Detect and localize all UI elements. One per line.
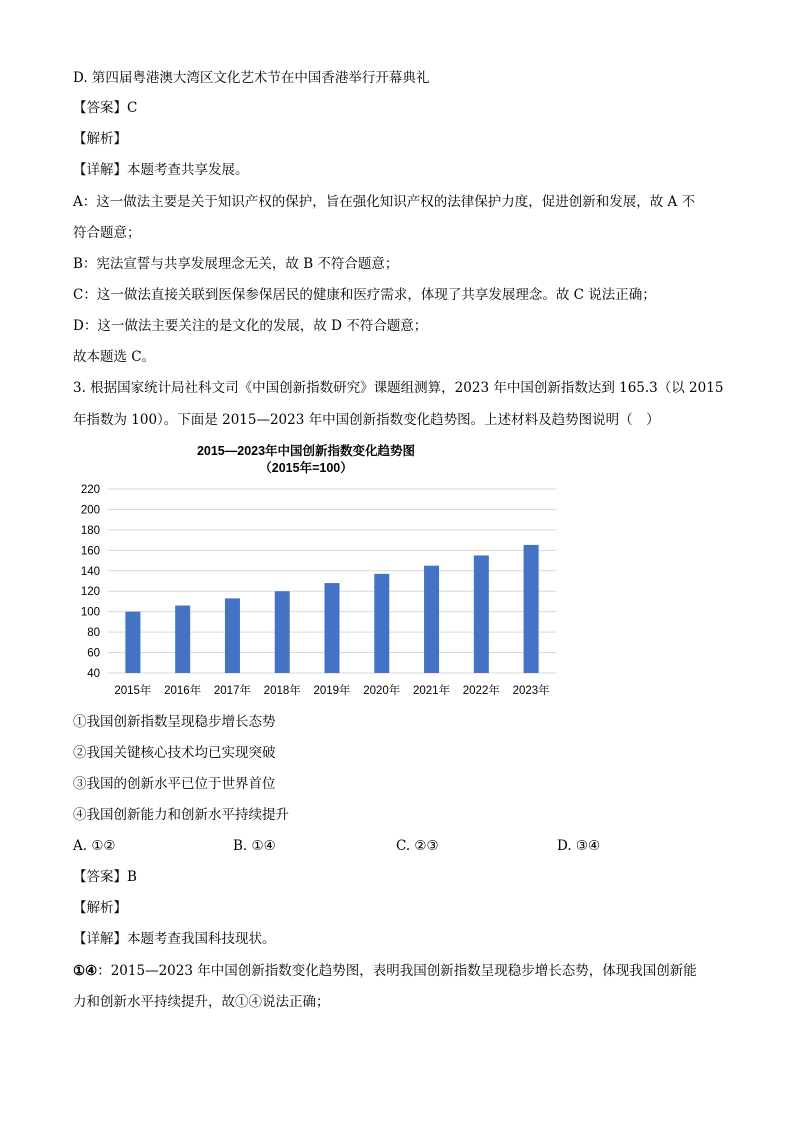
option-d-line: D. 第四届粤港澳大湾区文化艺术节在中国香港举行开幕典礼 bbox=[73, 70, 430, 86]
q2-analysis-c: C：这一做法直接关联到医保参保居民的健康和医疗需求，体现了共享发展理念。故 C 说法正确； bbox=[73, 287, 656, 303]
q3-explanation-line2: 力和创新水平持续提升，故①④说法正确； bbox=[73, 994, 330, 1010]
x-tick-label: 2018年 bbox=[263, 685, 301, 697]
q3-explanation-line1 bbox=[73, 961, 697, 981]
y-tick-label: 180 bbox=[80, 524, 100, 537]
y-tick-label: 60 bbox=[87, 647, 100, 660]
q2-analysis-heading: 【解析】 bbox=[73, 131, 127, 147]
y-tick-label: 40 bbox=[87, 668, 100, 680]
q3-option-d: D. ③④ bbox=[557, 838, 601, 854]
bar-2016年 bbox=[175, 606, 190, 673]
y-tick-label: 200 bbox=[80, 504, 100, 517]
y-axis-ticks bbox=[81, 484, 100, 680]
q3-analysis-heading: 【解析】 bbox=[73, 900, 127, 916]
q3-statement-1: ①我国创新指数呈现稳步增长态势 bbox=[73, 714, 276, 730]
q3-detail: 【详解】本题考查我国科技现状。 bbox=[73, 931, 276, 947]
q3-statement-2: ②我国关键核心技术均已实现突破 bbox=[73, 745, 276, 761]
q3-statement-3: ③我国的创新水平已位于世界首位 bbox=[73, 776, 276, 792]
q2-analysis-a-line2: 符合题意； bbox=[73, 225, 141, 241]
x-tick-label: 2021年 bbox=[413, 685, 451, 697]
y-tick-label: 220 bbox=[80, 484, 100, 496]
innovation-index-chart bbox=[60, 438, 570, 700]
q3-stem-line2: 年指数为 100）。下面是 2015—2023 年中国创新指数变化趋势图。上述材料及趋势图说明（ ） bbox=[73, 412, 660, 428]
q3-option-a: A. ①② bbox=[73, 838, 116, 854]
q3-explanation-text: ：2015—2023 年中国创新指数变化趋势图，表明我国创新指数呈现稳步增长态势，体现我国创新能 bbox=[97, 963, 697, 979]
q3-answer: 【答案】B bbox=[73, 869, 137, 885]
q2-conclusion: 故本题选 C。 bbox=[73, 349, 156, 365]
q3-explanation-label: ①④ bbox=[73, 963, 98, 979]
bar-2015年 bbox=[125, 612, 140, 673]
x-tick-label: 2020年 bbox=[363, 685, 401, 697]
q2-detail: 【详解】本题考查共享发展。 bbox=[73, 162, 249, 178]
x-tick-label: 2017年 bbox=[213, 685, 251, 697]
q2-analysis-b: B：宪法宣誓与共享发展理念无关，故 B 不符合题意； bbox=[73, 256, 399, 272]
chart-bars bbox=[125, 545, 538, 673]
chart-title: 2015—2023年中国创新指数变化趋势图 bbox=[196, 444, 416, 458]
x-tick-label: 2015年 bbox=[114, 685, 152, 697]
q3-option-c: C. ②③ bbox=[396, 838, 439, 854]
x-tick-label: 2022年 bbox=[462, 685, 500, 697]
q3-statement-4: ④我国创新能力和创新水平持续提升 bbox=[73, 807, 289, 823]
chart-subtitle: （2015年=100） bbox=[259, 461, 353, 475]
q3-stem-line1: 3. 根据国家统计局社科文司《中国创新指数研究》课题组测算，2023 年中国创新指数达到 165.3（以 2015 bbox=[73, 380, 724, 396]
q3-option-b: B. ①④ bbox=[233, 838, 276, 854]
bar-2022年 bbox=[474, 555, 489, 673]
q2-answer: 【答案】C bbox=[73, 100, 138, 116]
q2-analysis-a-line1: A：这一做法主要是关于知识产权的保护，旨在强化知识产权的法律保护力度，促进创新和发展，故 A 不 bbox=[73, 194, 696, 210]
x-axis-ticks bbox=[114, 683, 550, 697]
x-tick-label: 2016年 bbox=[164, 685, 202, 697]
q2-analysis-d: D：这一做法主要关注的是文化的发展，故 D 不符合题意； bbox=[73, 318, 428, 334]
y-tick-label: 140 bbox=[80, 565, 100, 578]
y-tick-label: 80 bbox=[87, 627, 100, 640]
y-tick-label: 160 bbox=[80, 545, 100, 558]
bar-2017年 bbox=[225, 598, 240, 673]
bar-2020年 bbox=[374, 574, 389, 673]
bar-2021年 bbox=[424, 566, 439, 673]
bar-2018年 bbox=[275, 591, 290, 673]
bar-2019年 bbox=[325, 583, 340, 673]
x-tick-label: 2023年 bbox=[512, 685, 550, 697]
y-tick-label: 100 bbox=[80, 606, 100, 619]
bar-2023年 bbox=[524, 545, 539, 673]
y-tick-label: 120 bbox=[80, 586, 100, 599]
x-tick-label: 2019年 bbox=[313, 685, 351, 697]
